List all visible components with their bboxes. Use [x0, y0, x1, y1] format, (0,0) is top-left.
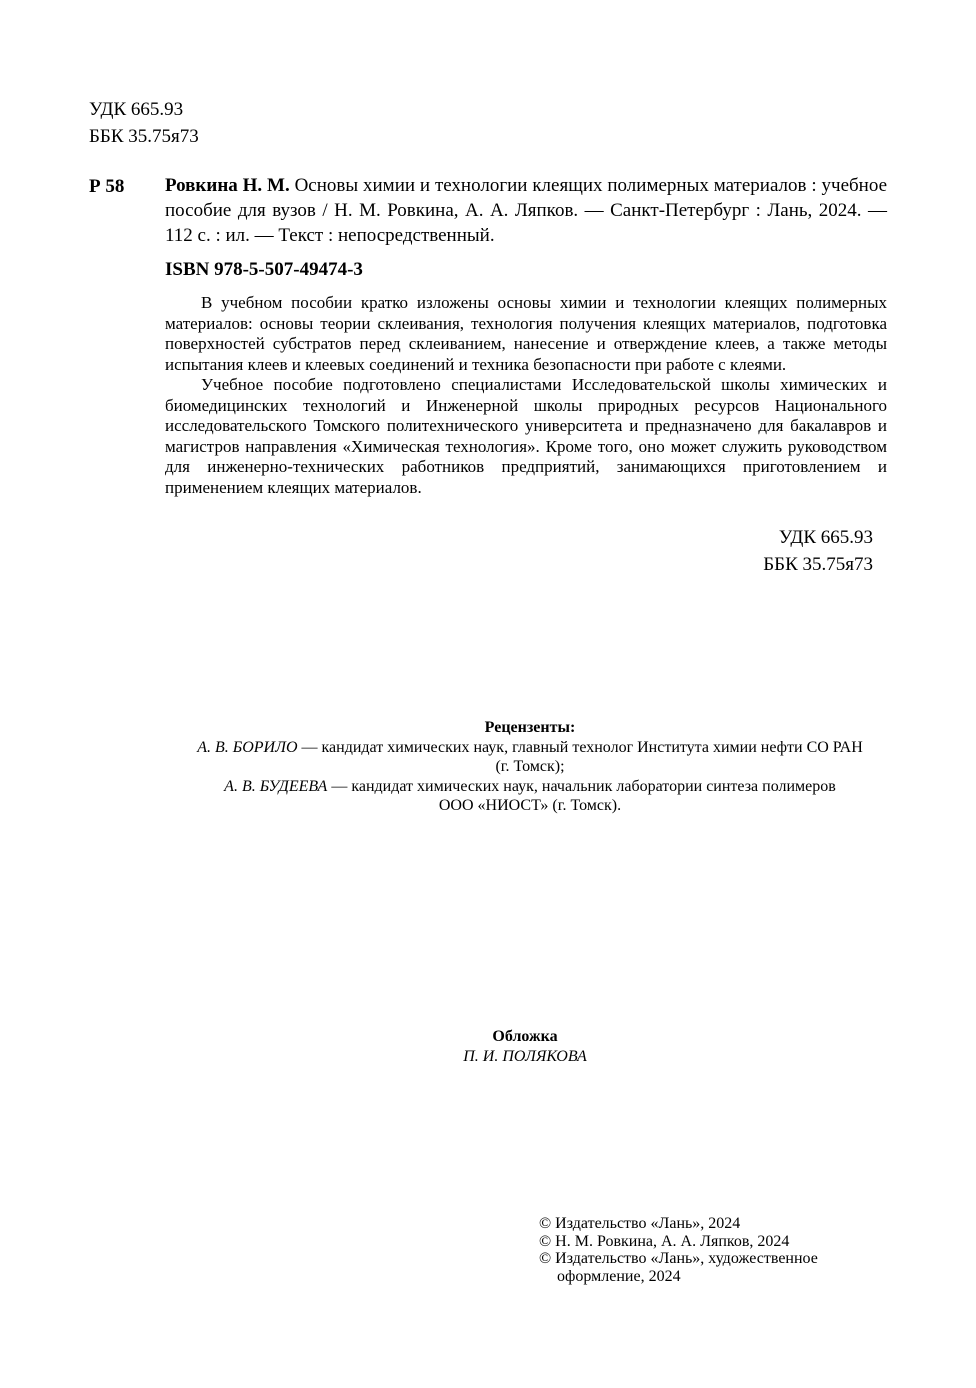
reviewer-1-location: (г. Томск);: [495, 758, 565, 775]
copyright-line-4: оформление, 2024: [557, 1267, 681, 1285]
isbn: ISBN 978-5-507-49474-3: [165, 259, 363, 280]
bbk-code: ББК 35.75я73: [89, 126, 199, 147]
cover-heading: Обложка: [492, 1028, 558, 1045]
copyright-line-1: © Издательство «Лань», 2024: [539, 1215, 741, 1232]
udk-code: УДК 665.93: [89, 99, 184, 120]
bibliographic-description: Основы химии и технологии клеящих полимерных материалов : учебное пособие для вузов / Н. М. Ровкина, А. А. Ляпков. — Санкт-Петербург : Лань, 2024. — 112 с. : ил. — Текст : непосредственный.: [165, 175, 887, 246]
reviewer-1-text: — кандидат химических наук, главный технолог Института химии нефти СО РАН: [297, 738, 863, 756]
udk-code-bottom: УДК 665.93: [778, 527, 873, 548]
author-mark: Р 58: [89, 176, 125, 197]
copyright-line-2: © Н. М. Ровкина, А. А. Ляпков, 2024: [539, 1232, 790, 1250]
author-name: Ровкина Н. М.: [165, 175, 290, 196]
reviewers-heading: Рецензенты:: [484, 719, 576, 736]
annotation-paragraph-2: Учебное пособие подготовлено специалистами Исследовательской школы химических и биомедицинских технологий и Инженерной школы природных ресурсов Национального исследовательского Томского политехнического университета и предназначено для бакалавров и магистров направления «Химическая технология». Кроме того, оно может служить руководством для инженерно-технических работников предприятий, занимающихся приготовлением и применением клеящих материалов.: [165, 375, 887, 497]
bibliographic-record: [165, 173, 887, 248]
annotation: [165, 293, 887, 498]
bottom-classification-codes: [763, 524, 873, 578]
reviewer-2: [140, 777, 920, 797]
reviewer-1-name: А. В. БОРИЛО: [197, 738, 298, 756]
reviewer-2-organization: ООО «НИОСТ» (г. Томск).: [438, 797, 622, 814]
top-classification-codes: [89, 96, 199, 150]
cover-designer: П. И. ПОЛЯКОВА: [463, 1047, 587, 1065]
reviewer-1: [140, 738, 920, 758]
reviewer-2-name: А. В. БУДЕЕВА: [224, 777, 328, 795]
copyright-block: [539, 1215, 818, 1285]
copyright-line-3: © Издательство «Лань», художественное: [539, 1250, 818, 1267]
reviewers-block: [140, 718, 920, 816]
cover-credit: [380, 1027, 670, 1066]
annotation-paragraph-1: В учебном пособии кратко изложены основы химии и технологии клеящих полимерных материалов: основы теории склеивания, технология получения клеящих материалов, подготовка поверхностей субстратов перед склеиванием, нанесение и отверждение клеев, а также методы испытания клеев и клеевых соединений и техника безопасности при работе с клеями.: [165, 293, 887, 374]
bbk-code-bottom: ББК 35.75я73: [763, 554, 873, 575]
reviewer-2-text: — кандидат химических наук, начальник лаборатории синтеза полимеров: [327, 777, 836, 795]
